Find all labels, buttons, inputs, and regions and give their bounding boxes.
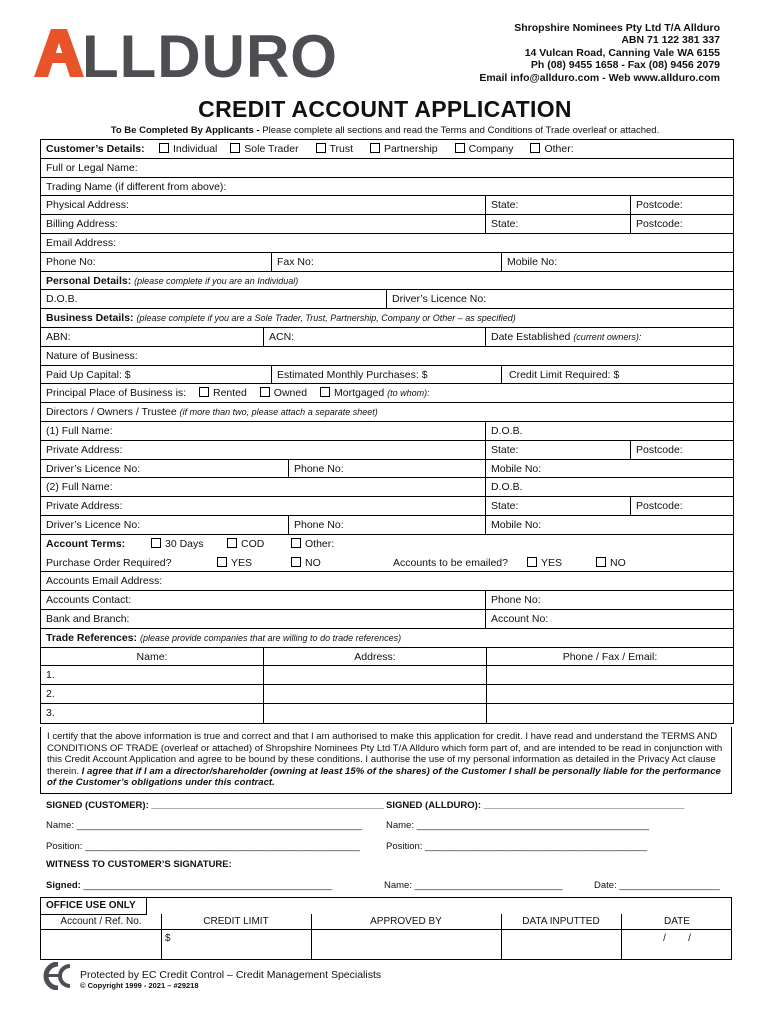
email-address-field[interactable]: Email Address:	[46, 236, 117, 249]
office-col-account: Account / Ref. No.	[60, 916, 142, 927]
office-use-box	[40, 897, 732, 960]
office-col-credit-limit: CREDIT LIMIT	[203, 916, 269, 927]
emailed-label: Accounts to be emailed?	[393, 556, 508, 569]
emailed-yes[interactable]: YES	[517, 554, 562, 572]
company-address: 14 Vulcan Road, Canning Vale WA 6155	[524, 46, 720, 59]
bank-branch-field[interactable]: Bank and Branch:	[46, 612, 130, 625]
trade-ref-1-address[interactable]	[263, 666, 486, 684]
customer-details-label: Customer’s Details:	[46, 143, 145, 155]
director1-mobile-field[interactable]: Mobile No:	[485, 460, 733, 478]
trading-name-field[interactable]: Trading Name (if different from above):	[46, 180, 227, 193]
trade-ref-3-address[interactable]	[263, 704, 486, 723]
abn-field[interactable]: ABN:	[46, 330, 71, 343]
trade-ref-1-name[interactable]: 1.	[46, 669, 55, 682]
company-checkbox[interactable]	[455, 143, 465, 153]
po-yes-checkbox[interactable]	[217, 557, 227, 567]
director1-phone-field[interactable]: Phone No:	[288, 460, 485, 478]
trade-ref-3-name[interactable]: 3.	[46, 706, 55, 719]
footer-copyright: © Copyright 1999 - 2021 – #29218	[80, 981, 199, 990]
accounts-contact-field[interactable]: Accounts Contact:	[46, 594, 132, 607]
director1-state-field[interactable]: State:	[485, 441, 630, 459]
director2-phone-field[interactable]: Phone No:	[288, 516, 485, 534]
po-no[interactable]: NO	[281, 554, 321, 572]
director1-dob-field[interactable]: D.O.B.	[485, 422, 733, 440]
physical-address-field[interactable]: Physical Address:	[46, 199, 129, 212]
witness-signed-line[interactable]: Signed: _______________________________________________	[46, 880, 332, 891]
customer-type-options: Individual Sole Trader Trust Partnership Company Other:	[149, 140, 574, 158]
mortgaged-checkbox[interactable]	[320, 387, 330, 397]
allduro-position-line[interactable]: Position: __________________________________________	[386, 841, 647, 852]
purchase-order-label: Purchase Order Required?	[46, 556, 172, 569]
full-name-field[interactable]: Full or Legal Name:	[46, 161, 138, 174]
declaration-text: I certify that the above information is true and correct and that I am authorised to make this application for credit. I have read and understand the TERMS AND CONDITIONS OF TRADE (overleaf or attached) of Shropshire Nominees Pty Ltd T/A Allduro which form part of, and are intended to be read in conjunction with this Credit Account Application and agree to be bound by these conditions. I authorise the use of my personal information as detailed in the Privacy Act clause therein. I agree that if I am a director/shareholder (owning at least 15% of the shares) of the Customer I shall be personally liable for the performance of the Customer’s obligations under this contract.	[40, 727, 732, 794]
billing-address-field[interactable]: Billing Address:	[46, 218, 118, 231]
cod-checkbox[interactable]	[227, 538, 237, 548]
trade-ref-1-phone[interactable]	[486, 666, 733, 684]
emailed-no[interactable]: NO	[586, 554, 626, 572]
paid-up-capital-field[interactable]: Paid Up Capital: $	[46, 368, 131, 381]
mobile-field[interactable]: Mobile No:	[501, 253, 733, 271]
director2-licence-field[interactable]: Driver’s Licence No:	[46, 518, 141, 531]
personal-dob-field[interactable]: D.O.B.	[46, 293, 78, 306]
office-date-slashes: / /	[663, 933, 691, 944]
director2-mobile-field[interactable]: Mobile No:	[485, 516, 733, 534]
principal-place-row: Principal Place of Business is: Rented Owned Mortgaged (to whom):	[46, 387, 430, 400]
company-phone: Ph (08) 9455 1658 - Fax (08) 9456 2079	[530, 59, 720, 72]
company-abn: ABN 71 122 381 337	[621, 34, 720, 47]
footer-protected: Protected by EC Credit Control – Credit Management Specialists	[80, 969, 382, 981]
credit-limit-required-field[interactable]: Credit Limit Required: $	[501, 366, 733, 384]
signed-allduro-line[interactable]: SIGNED (ALLDURO): ______________________________________	[386, 800, 685, 811]
trade-ref-2-name[interactable]: 2.	[46, 688, 55, 701]
individual-checkbox[interactable]	[159, 143, 169, 153]
personal-licence-field[interactable]: Driver’s Licence No:	[386, 290, 733, 308]
director2-name-field[interactable]: (2) Full Name:	[46, 481, 113, 494]
director1-licence-field[interactable]: Driver’s Licence No:	[46, 462, 141, 475]
rented-checkbox[interactable]	[199, 387, 209, 397]
ec-credit-control-logo	[40, 962, 78, 995]
customer-type-row	[41, 140, 733, 159]
director1-address-field[interactable]: Private Address:	[46, 443, 123, 456]
trust-checkbox[interactable]	[316, 143, 326, 153]
allduro-name-line[interactable]: Name: ____________________________________________	[386, 820, 650, 831]
witness-name-line[interactable]: Name: ____________________________	[384, 880, 563, 891]
trade-ref-3-phone[interactable]	[486, 704, 733, 723]
office-col-data-inputted: DATA INPUTTED	[522, 916, 600, 927]
company-info	[479, 22, 720, 84]
footer	[40, 962, 732, 990]
partnership-checkbox[interactable]	[370, 143, 380, 153]
fax-field[interactable]: Fax No:	[271, 253, 501, 271]
account-no-field[interactable]: Account No:	[485, 610, 733, 628]
phone-field[interactable]: Phone No:	[46, 255, 96, 268]
terms-other[interactable]: Other:	[281, 535, 334, 554]
director2-address-field[interactable]: Private Address:	[46, 500, 123, 513]
trade-col-name: Name:	[136, 650, 168, 663]
estimated-monthly-purchases-field[interactable]: Estimated Monthly Purchases: $	[271, 366, 501, 384]
billing-postcode-field[interactable]: Postcode:	[630, 215, 733, 233]
credit-application-form	[40, 139, 734, 724]
office-col-date: DATE	[664, 916, 690, 927]
director2-state-field[interactable]: State:	[485, 497, 630, 515]
terms-30-days[interactable]: 30 Days	[141, 535, 204, 554]
customer-position-line[interactable]: Position: ____________________________________________________	[46, 841, 360, 852]
office-col-approved: APPROVED BY	[370, 916, 442, 927]
office-use-label: OFFICE USE ONLY	[41, 898, 147, 915]
director1-postcode-field[interactable]: Postcode:	[630, 441, 733, 459]
trade-ref-2-address[interactable]	[263, 685, 486, 703]
trade-references-heading: Trade References: (please provide companies that are willing to do trade references)	[46, 631, 402, 644]
other-checkbox[interactable]	[530, 143, 540, 153]
allduro-logo	[34, 25, 364, 81]
page-title: CREDIT ACCOUNT APPLICATION	[198, 96, 572, 122]
signed-customer-line[interactable]: SIGNED (CUSTOMER): ____________________________________________	[46, 800, 384, 811]
trade-col-phone: Phone / Fax / Email:	[486, 648, 733, 666]
physical-postcode-field[interactable]: Postcode:	[630, 196, 733, 214]
billing-state-field[interactable]: State:	[485, 215, 630, 233]
account-terms-label: Account Terms:	[46, 537, 126, 550]
30-days-checkbox[interactable]	[151, 538, 161, 548]
office-credit-dollar: $	[165, 933, 171, 944]
po-yes[interactable]: YES	[207, 554, 252, 572]
terms-cod[interactable]: COD	[217, 535, 264, 554]
company-name: Shropshire Nominees Pty Ltd T/A Allduro	[514, 22, 720, 34]
directors-heading: Directors / Owners / Trustee (if more than two, please attach a separate sheet)	[46, 406, 378, 419]
trade-ref-2-phone[interactable]	[486, 685, 733, 703]
accounts-phone-field[interactable]: Phone No:	[485, 591, 733, 609]
emailed-yes-checkbox[interactable]	[527, 557, 537, 567]
po-no-checkbox[interactable]	[291, 557, 301, 567]
director1-name-field[interactable]: (1) Full Name:	[46, 424, 113, 437]
acn-field[interactable]: ACN:	[263, 328, 485, 346]
svg-text:LLDURO: LLDURO	[82, 25, 338, 81]
director2-postcode-field[interactable]: Postcode:	[630, 497, 733, 515]
company-email: Email info@allduro.com - Web www.allduro.com	[479, 71, 720, 84]
nature-of-business-field[interactable]: Nature of Business:	[46, 349, 138, 362]
date-established-field[interactable]: Date Established (current owners):	[485, 328, 733, 346]
physical-state-field[interactable]: State:	[485, 196, 630, 214]
accounts-email-field[interactable]: Accounts Email Address:	[46, 575, 163, 588]
page-subtitle: To Be Completed By Applicants - Please complete all sections and read the Terms and Conditions of Trade overleaf or attached.	[110, 125, 660, 136]
emailed-no-checkbox[interactable]	[596, 557, 606, 567]
trade-col-address: Address:	[263, 648, 486, 666]
sole-trader-checkbox[interactable]	[230, 143, 240, 153]
owned-checkbox[interactable]	[260, 387, 270, 397]
director2-dob-field[interactable]: D.O.B.	[485, 478, 733, 496]
other-terms-checkbox[interactable]	[291, 538, 301, 548]
customer-name-line[interactable]: Name: ______________________________________________________	[46, 820, 362, 831]
personal-details-heading: Personal Details: (please complete if you are an Individual)	[46, 274, 299, 287]
witness-date-line[interactable]: Date: ___________________	[594, 880, 720, 891]
witness-heading: WITNESS TO CUSTOMER’S SIGNATURE:	[46, 859, 232, 870]
business-details-heading: Business Details: (please complete if you are a Sole Trader, Trust, Partnership, Company or Other – as specified)	[46, 312, 516, 325]
